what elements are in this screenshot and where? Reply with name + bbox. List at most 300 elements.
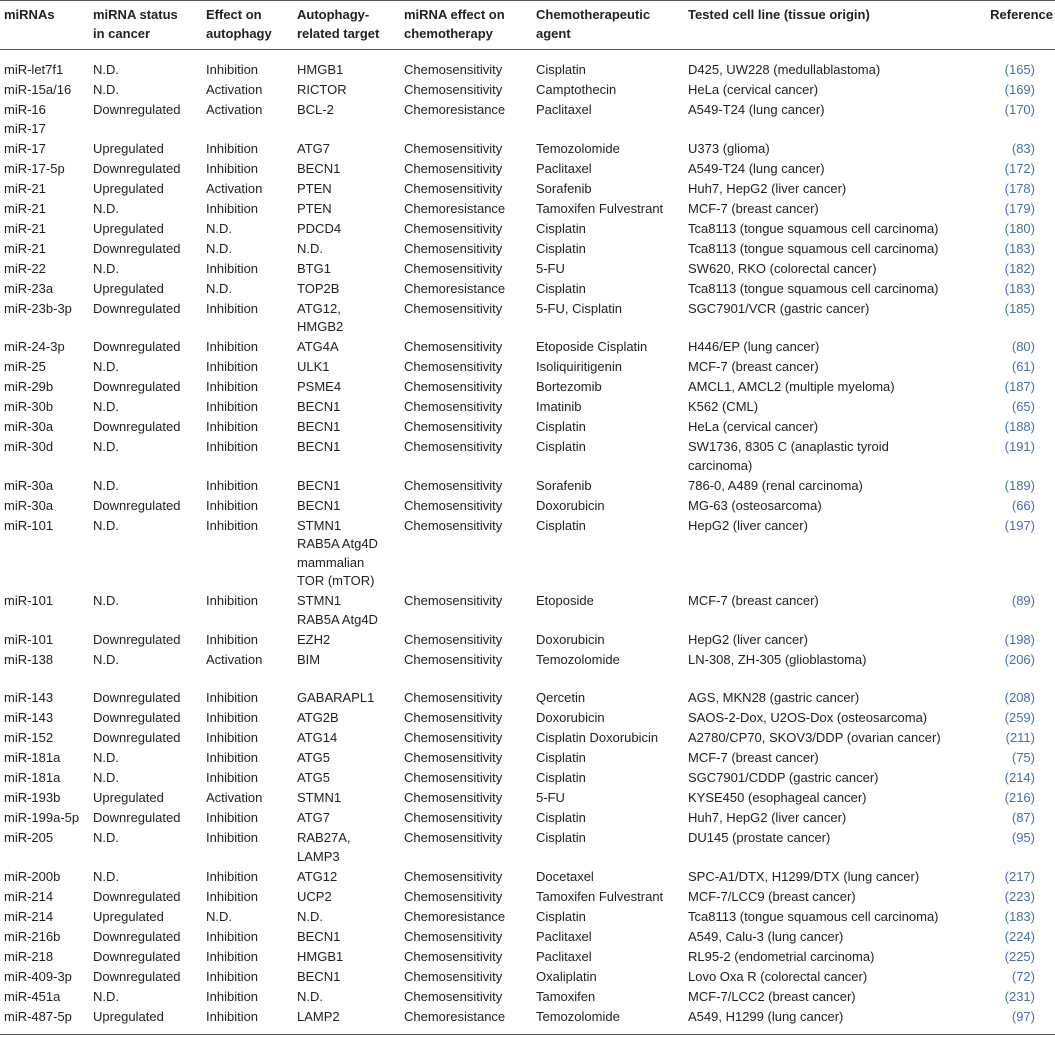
cell-line-text: A2780/CP70, SKOV3/DDP (ovarian cancer) [688, 730, 941, 745]
autophagy-effect-cell: Inhibition [206, 690, 259, 705]
chemotherapy-effect-cell: Chemosensitivity [404, 770, 503, 785]
reference-cell[interactable]: (182) [1004, 260, 1035, 276]
autophagy-effect-cell: Inhibition [206, 160, 259, 176]
cell-line-text: PDCD4 [297, 220, 342, 236]
header-reference [969, 1, 1055, 50]
cell-line-text: A549, Calu-3 (lung cancer) [688, 928, 844, 944]
cell-line-text: ATG12 [297, 868, 338, 884]
chemotherapeutic-agent-cell: Paclitaxel [536, 160, 592, 176]
cell-line-text: MG-63 (osteosarcoma) [688, 497, 822, 513]
chemotherapeutic-agent-cell: Bortezomib [536, 379, 602, 394]
autophagy-target-cell [293, 828, 400, 867]
table-row [0, 708, 1055, 728]
autophagy-target-cell [293, 476, 400, 496]
mirna-name-cell [0, 199, 89, 219]
header-mirna-effect-on-chemotherapy [400, 1, 532, 50]
mirna-status-cell: Downregulated [93, 888, 181, 904]
chemotherapeutic-agent-cell: Cisplatin [536, 240, 586, 256]
cell-line-text: miR-143 [4, 710, 54, 725]
chemotherapy-effect-cell: Chemosensitivity [404, 810, 503, 825]
reference-cell[interactable]: (183) [1004, 240, 1035, 256]
cell-line-text: miR-216b [4, 928, 61, 944]
chemotherapy-effect-cell: Chemosensitivity [404, 140, 503, 156]
autophagy-target-cell [293, 50, 400, 81]
cell-line-text [297, 669, 396, 688]
reference-cell[interactable]: (172) [1004, 160, 1035, 176]
reference-cell[interactable]: (208) [1004, 690, 1035, 705]
cell-line-text: HMGB1 [297, 948, 344, 964]
table-row [0, 516, 1055, 592]
reference-cell[interactable]: (75) [1011, 750, 1035, 765]
chemotherapy-effect-cell: Chemosensitivity [404, 868, 503, 884]
reference-cell[interactable]: (180) [1004, 220, 1035, 236]
autophagy-target-cell [293, 437, 400, 476]
reference-cell[interactable]: (217) [1004, 868, 1035, 884]
mirna-status-cell: Upregulated [93, 180, 164, 196]
table-row [0, 650, 1055, 689]
table-row [0, 417, 1055, 437]
mirna-name-cell [0, 259, 89, 279]
cell-line-text: Tca8113 (tongue squamous cell carcinoma) [688, 240, 939, 256]
autophagy-target-cell [293, 357, 400, 377]
chemotherapeutic-agent-cell: Docetaxel [536, 868, 594, 884]
autophagy-target-cell [293, 688, 400, 708]
cell-line-text: Tested cell line (tissue origin) [688, 7, 870, 22]
chemotherapy-effect-cell: Chemosensitivity [404, 439, 503, 454]
mirna-name-cell [0, 630, 89, 650]
autophagy-effect-cell: Inhibition [206, 631, 259, 647]
cell-line-text: AMCL1, AMCL2 (multiple myeloma) [688, 379, 895, 394]
cell-line-text: BECN1 [297, 497, 341, 513]
mirna-status-cell: Downregulated [93, 497, 181, 513]
table-row [0, 139, 1055, 159]
chemotherapeutic-agent-cell: Doxorubicin [536, 710, 605, 725]
mirna-status-cell: N.D. [93, 593, 119, 608]
mirna-name-cell [0, 808, 89, 828]
mirna-name-cell [0, 748, 89, 768]
reference-cell[interactable]: (179) [1004, 200, 1035, 216]
chemotherapy-effect-cell: Chemosensitivity [404, 300, 503, 316]
cell-line-cell [684, 947, 969, 967]
chemotherapy-effect-cell: Chemosensitivity [404, 750, 503, 765]
cell-line-text: chemotherapy [404, 25, 493, 41]
mirna-name-cell [0, 516, 89, 592]
cell-line-text: SW620, RKO (colorectal cancer) [688, 260, 877, 276]
reference-cell[interactable]: (187) [1004, 379, 1035, 394]
cell-line-text: SGC7901/CDDP (gastric cancer) [688, 770, 879, 785]
cell-line-text: STMN1 [297, 593, 342, 608]
autophagy-effect-cell: N.D. [206, 908, 232, 924]
cell-line-text: miRNAs [4, 7, 55, 22]
cell-line-text: TOR (mTOR) [297, 573, 375, 588]
reference-cell[interactable]: (225) [1004, 948, 1035, 964]
autophagy-effect-cell: Inhibition [206, 988, 259, 1004]
cell-line-text: miRNA status [93, 7, 178, 22]
chemotherapeutic-agent-cell: Cisplatin [536, 908, 586, 924]
mirna-name-cell [0, 139, 89, 159]
cell-line-text: miR-15a/16 [4, 82, 72, 97]
autophagy-target-cell [293, 299, 400, 338]
chemotherapy-effect-cell: Chemosensitivity [404, 379, 503, 394]
mirna-status-cell: N.D. [93, 477, 119, 493]
chemotherapy-effect-cell: Chemosensitivity [404, 968, 503, 984]
autophagy-target-cell [293, 159, 400, 179]
autophagy-target-cell [293, 987, 400, 1007]
table-row [0, 496, 1055, 516]
cell-line-text: miR-23a [4, 280, 54, 296]
mirna-status-cell: N.D. [93, 750, 119, 765]
chemotherapy-effect-cell: Chemosensitivity [404, 730, 503, 745]
mirna-status-cell: N.D. [93, 439, 119, 454]
autophagy-effect-cell: Inhibition [206, 200, 259, 216]
reference-cell[interactable]: (169) [1004, 82, 1035, 97]
cell-line-text: miR-101 [4, 593, 54, 608]
cell-line-text: SGC7901/VCR (gastric cancer) [688, 300, 870, 316]
reference-cell[interactable]: (198) [1004, 631, 1035, 647]
reference-cell[interactable]: (216) [1004, 790, 1035, 805]
autophagy-target-cell [293, 768, 400, 788]
autophagy-target-cell [293, 139, 400, 159]
autophagy-target-cell [293, 516, 400, 592]
autophagy-target-cell [293, 788, 400, 808]
chemotherapeutic-agent-cell: Etoposide [536, 593, 594, 608]
table-row [0, 299, 1055, 338]
autophagy-effect-cell: N.D. [206, 220, 232, 236]
reference-cell[interactable]: (66) [1011, 497, 1035, 513]
reference-cell[interactable]: (197) [1004, 517, 1035, 533]
cell-line-cell [684, 50, 969, 81]
cell-line-text: N.D. [297, 240, 323, 256]
autophagy-effect-cell: Activation [206, 180, 263, 196]
mirna-name-cell [0, 708, 89, 728]
autophagy-target-cell [293, 630, 400, 650]
chemotherapeutic-agent-cell: Paclitaxel [536, 102, 592, 117]
cell-line-text: Tca8113 (tongue squamous cell carcinoma) [688, 220, 939, 236]
autophagy-target-cell [293, 239, 400, 259]
cell-line-cell [684, 279, 969, 299]
table-row [0, 397, 1055, 417]
reference-cell[interactable]: (83) [1011, 140, 1035, 156]
cell-line-cell [684, 987, 969, 1007]
chemotherapy-effect-cell: Chemosensitivity [404, 593, 503, 608]
cell-line-text: RAB5A Atg4D [297, 611, 378, 627]
cell-line-text: miR-199a-5p [4, 810, 80, 825]
cell-line-text: Chemotherapeutic [536, 7, 651, 22]
reference-cell[interactable]: (224) [1004, 928, 1035, 944]
reference-cell[interactable]: (259) [1004, 710, 1035, 725]
chemotherapeutic-agent-cell: Sorafenib [536, 180, 592, 196]
cell-line-text: BECN1 [297, 439, 341, 454]
mirna-name-cell [0, 496, 89, 516]
reference-cell[interactable]: (178) [1004, 180, 1035, 196]
cell-line-cell [684, 357, 969, 377]
reference-cell[interactable]: (185) [1004, 300, 1035, 316]
cell-line-cell [684, 1007, 969, 1035]
reference-cell[interactable]: (189) [1004, 477, 1035, 493]
mirna-status-cell: Downregulated [93, 928, 181, 944]
cell-line-cell [684, 259, 969, 279]
mirna-status-cell: N.D. [93, 651, 119, 667]
mirna-name-cell [0, 967, 89, 987]
cell-line-cell [684, 630, 969, 650]
table-row [0, 437, 1055, 476]
chemotherapy-effect-cell: Chemosensitivity [404, 339, 503, 354]
cell-line-text: mammalian [297, 554, 365, 570]
reference-cell[interactable]: (214) [1004, 770, 1035, 785]
table-row [0, 159, 1055, 179]
mirna-name-cell [0, 437, 89, 476]
chemotherapy-effect-cell: Chemoresistance [404, 908, 506, 924]
chemotherapy-effect-cell: Chemosensitivity [404, 710, 503, 725]
mirna-status-cell: N.D. [93, 62, 119, 77]
chemotherapeutic-agent-cell: Cisplatin [536, 419, 586, 434]
chemotherapy-effect-cell: Chemosensitivity [404, 419, 503, 434]
cell-line-cell [684, 788, 969, 808]
cell-line-text: HeLa (cervical cancer) [688, 419, 819, 434]
table-row [0, 728, 1055, 748]
cell-line-text: H446/EP (lung cancer) [688, 339, 820, 354]
cell-line-text: ATG14 [297, 730, 338, 745]
cell-line-text: LAMP3 [297, 848, 340, 864]
autophagy-target-cell [293, 179, 400, 199]
cell-line-cell [684, 828, 969, 867]
chemotherapeutic-agent-cell: 5-FU, Cisplatin [536, 300, 622, 316]
mirna-name-cell [0, 987, 89, 1007]
cell-line-text: BTG1 [297, 260, 331, 276]
autophagy-effect-cell: Inhibition [206, 300, 259, 316]
chemotherapeutic-agent-cell: Cisplatin [536, 770, 586, 785]
chemotherapy-effect-cell: Chemosensitivity [404, 690, 503, 705]
autophagy-effect-cell: Inhibition [206, 419, 259, 434]
mirna-name-cell [0, 417, 89, 437]
mirna-status-cell: Upregulated [93, 280, 164, 296]
autophagy-target-cell [293, 808, 400, 828]
cell-line-text: related target [297, 25, 380, 41]
mirna-status-cell: Downregulated [93, 339, 181, 354]
cell-line-text: carcinoma) [688, 457, 753, 473]
table-row [0, 828, 1055, 867]
mirna-name-cell [0, 219, 89, 239]
header-chemotherapeutic-agent [532, 1, 684, 50]
cell-line-text: Tca8113 (tongue squamous cell carcinoma) [688, 908, 939, 924]
mirna-status-cell: Downregulated [93, 948, 181, 964]
cell-line-cell [684, 239, 969, 259]
table-row [0, 259, 1055, 279]
mirna-status-cell: Downregulated [93, 379, 181, 394]
reference-cell[interactable]: (183) [1004, 280, 1035, 296]
autophagy-effect-cell: Inhibition [206, 750, 259, 765]
cell-line-text: miR-16 [4, 102, 46, 117]
table-row [0, 337, 1055, 357]
cell-line-cell [684, 179, 969, 199]
table-row [0, 947, 1055, 967]
chemotherapeutic-agent-cell: Cisplatin [536, 439, 586, 454]
reference-cell[interactable]: (223) [1004, 888, 1035, 904]
cell-line-cell [684, 907, 969, 927]
cell-line-text: miR-138 [4, 651, 54, 667]
autophagy-target-cell [293, 591, 400, 630]
chemotherapeutic-agent-cell: Temozolomide [536, 651, 620, 667]
autophagy-effect-cell: Inhibition [206, 830, 259, 845]
mirna-name-cell [0, 357, 89, 377]
cell-line-text: PTEN [297, 200, 332, 216]
cell-line-text: miR-409-3p [4, 968, 72, 984]
chemotherapy-effect-cell: Chemosensitivity [404, 928, 503, 944]
mirna-status-cell: N.D. [93, 82, 119, 97]
mirna-name-cell [0, 828, 89, 867]
cell-line-cell [684, 650, 969, 689]
cell-line-text: autophagy [206, 25, 272, 41]
cell-line-text: miR-205 [4, 830, 54, 845]
table-row [0, 179, 1055, 199]
reference-cell[interactable]: (183) [1004, 908, 1035, 924]
mirna-name-cell [0, 239, 89, 259]
reference-cell[interactable]: (87) [1011, 810, 1035, 825]
cell-line-text: miR-143 [4, 690, 54, 705]
autophagy-effect-cell: Inhibition [202, 1007, 293, 1035]
chemotherapy-effect-cell: Chemosensitivity [404, 220, 503, 236]
reference-cell[interactable]: (231) [1004, 988, 1035, 1004]
cell-line-text: ATG2B [297, 710, 339, 725]
reference-cell[interactable]: (170) [1004, 102, 1035, 117]
cell-line-text: miR-451a [4, 988, 61, 1004]
autophagy-target-cell [293, 377, 400, 397]
reference-cell[interactable]: (65) [1011, 399, 1035, 414]
chemotherapeutic-agent-cell: Cisplatin [536, 830, 586, 845]
mirna-name-cell [0, 1007, 89, 1035]
autophagy-effect-cell: Inhibition [206, 810, 259, 825]
mirna-name-cell [0, 80, 89, 100]
cell-line-text: TOP2B [297, 280, 340, 296]
reference-cell[interactable]: (89) [1011, 593, 1035, 608]
cell-line-text: HMGB1 [297, 62, 344, 77]
table-row [0, 887, 1055, 907]
cell-line-text: miR-24-3p [4, 339, 65, 354]
table-row [0, 1007, 1055, 1035]
cell-line-text: KYSE450 (esophageal cancer) [688, 790, 867, 805]
reference-cell[interactable]: (206) [1004, 651, 1035, 667]
cell-line-text: A549, H1299 (lung cancer) [688, 1008, 844, 1024]
chemotherapy-effect-cell: Chemosensitivity [404, 160, 503, 176]
reference-cell[interactable]: (191) [1004, 439, 1035, 454]
table-row [0, 476, 1055, 496]
mirna-name-cell [0, 179, 89, 199]
autophagy-effect-cell: Inhibition [206, 359, 259, 374]
cell-line-text: Autophagy- [297, 7, 370, 22]
autophagy-effect-cell: Inhibition [206, 868, 259, 884]
table-row [0, 808, 1055, 828]
chemotherapy-effect-cell: Chemosensitivity [404, 477, 503, 493]
reference-cell[interactable]: (61) [1011, 359, 1035, 374]
chemotherapy-effect-cell: Chemosensitivity [404, 830, 503, 845]
autophagy-effect-cell: Inhibition [206, 517, 259, 533]
cell-line-text: ATG12, [297, 300, 341, 316]
cell-line-cell [684, 748, 969, 768]
chemotherapy-effect-cell: Chemosensitivity [404, 651, 503, 667]
header-effect-on-autophagy [202, 1, 293, 50]
cell-line-text: miR-30a [4, 419, 54, 434]
cell-line-text: ULK1 [297, 359, 330, 374]
autophagy-target-cell [293, 907, 400, 927]
cell-line-text: RAB5A Atg4D [297, 536, 378, 551]
chemotherapeutic-agent-cell: Paclitaxel [536, 948, 592, 964]
cell-line-text: Effect on [206, 7, 262, 22]
autophagy-effect-cell: Inhibition [206, 497, 259, 513]
cell-line-text: PSME4 [297, 379, 342, 394]
autophagy-target-cell [293, 927, 400, 947]
mirna-status-cell: Upregulated [93, 220, 164, 236]
reference-cell[interactable]: (188) [1004, 419, 1035, 434]
reference-cell[interactable]: (211) [1005, 730, 1035, 745]
cell-line-text: GABARAPL1 [297, 690, 375, 705]
cell-line-text: BCL-2 [297, 102, 334, 117]
autophagy-target-cell [293, 887, 400, 907]
autophagy-effect-cell: N.D. [206, 280, 232, 296]
table-row [0, 100, 1055, 139]
cell-line-text: HMGB2 [297, 319, 344, 334]
chemotherapeutic-agent-cell: Cisplatin [536, 810, 586, 825]
mirna-name-cell [0, 591, 89, 630]
chemotherapeutic-agent-cell: Oxaliplatin [536, 968, 597, 984]
chemotherapeutic-agent-cell: Tamoxifen Fulvestrant [536, 200, 664, 216]
autophagy-effect-cell: Activation [206, 790, 263, 805]
chemotherapy-effect-cell: Chemoresistance [404, 102, 506, 117]
mirna-name-cell [0, 377, 89, 397]
autophagy-effect-cell: Activation [206, 651, 263, 667]
mirna-status-cell: Downregulated [93, 102, 181, 117]
chemotherapeutic-agent-cell: Doxorubicin [536, 497, 605, 513]
mirna-status-cell: Upregulated [93, 908, 164, 924]
chemotherapy-effect-cell: Chemosensitivity [404, 62, 503, 77]
autophagy-target-cell [293, 100, 400, 139]
autophagy-effect-cell: Inhibition [206, 260, 259, 276]
table-row [0, 357, 1055, 377]
mirna-status-cell: Downregulated [93, 810, 181, 825]
mirna-status-cell: N.D. [93, 517, 119, 533]
reference-cell[interactable]: (80) [1011, 339, 1035, 354]
cell-line-text: miR-487-5p [4, 1008, 72, 1024]
chemotherapeutic-agent-cell: Tamoxifen Fulvestrant [536, 888, 664, 904]
chemotherapeutic-agent-cell: Etoposide Cisplatin [536, 339, 648, 354]
cell-line-cell [684, 299, 969, 338]
cell-line-cell [684, 377, 969, 397]
mirna-status-cell: Upregulated [93, 140, 164, 156]
cell-line-text: K562 (CML) [688, 399, 759, 414]
cell-line-text: miR-22 [4, 260, 46, 276]
reference-cell[interactable]: (165) [1004, 62, 1035, 77]
reference-cell[interactable]: (95) [1011, 830, 1035, 845]
table-row [0, 377, 1055, 397]
cell-line-text: BECN1 [297, 160, 341, 176]
cell-line-cell [684, 728, 969, 748]
reference-cell[interactable]: (97) [969, 1007, 1055, 1035]
cell-line-text: D425, UW228 (medullablastoma) [688, 62, 881, 77]
autophagy-effect-cell: Inhibition [206, 928, 259, 944]
reference-cell[interactable]: (72) [1011, 968, 1035, 984]
mirna-status-cell: N.D. [93, 988, 119, 1004]
cell-line-text: HepG2 (liver cancer) [688, 517, 808, 533]
cell-line-text: miR-214 [4, 908, 54, 924]
chemotherapy-effect-cell: Chemoresistance [404, 200, 506, 216]
autophagy-target-cell [293, 748, 400, 768]
cell-line-text: miR-30a [4, 497, 54, 513]
cell-line-text: ATG7 [297, 810, 330, 825]
chemotherapeutic-agent-cell: 5-FU [536, 790, 565, 805]
cell-line-text: U373 (glioma) [688, 140, 770, 156]
cell-line-cell [684, 100, 969, 139]
cell-line-cell [684, 476, 969, 496]
autophagy-target-cell [293, 867, 400, 887]
